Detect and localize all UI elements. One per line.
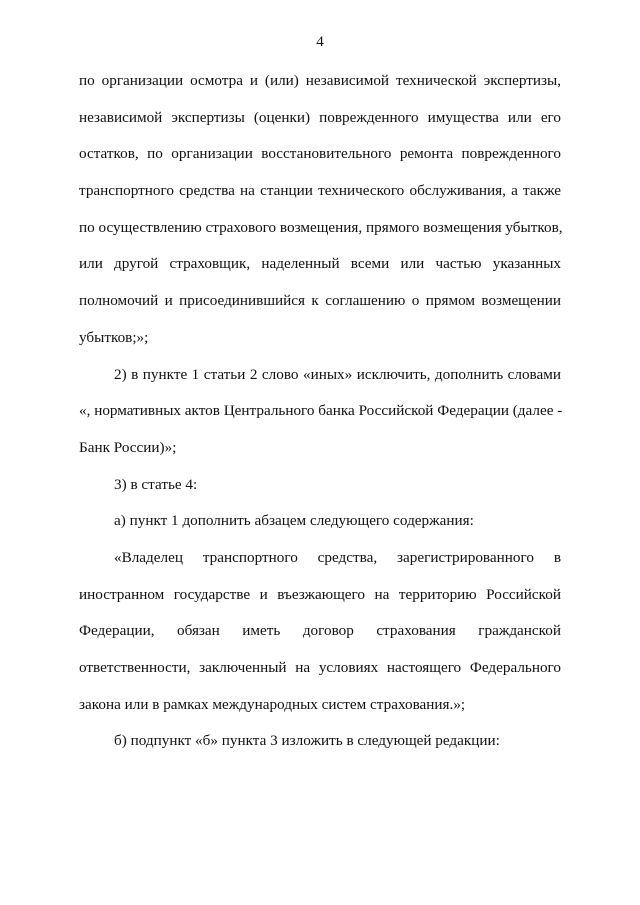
paragraph — [79, 474, 561, 511]
text-line: иностранном государстве и въезжающего на территорию Российской — [79, 585, 561, 603]
paragraph — [79, 730, 561, 767]
text-line: или другой страховщик, наделенный всеми или частью указанных — [79, 255, 561, 273]
paragraph — [79, 70, 561, 364]
text-line: остатков, по организации восстановительного ремонта поврежденного — [79, 145, 561, 163]
text-line: 2) в пункте 1 статьи 2 слово «иных» исключить, дополнить словами — [114, 365, 561, 383]
text-line: б) подпункт «б» пункта 3 изложить в следующей редакции: — [114, 732, 500, 750]
text-line: по организации осмотра и (или) независимой технической экспертизы, — [79, 72, 561, 89]
text-line: по осуществлению страхового возмещения, прямого возмещения убытков, — [79, 218, 563, 236]
text-line: «Владелец транспортного средства, зарегистрированного в — [114, 548, 561, 566]
text-line: а) пункт 1 дополнить абзацем следующего содержания: — [114, 512, 474, 530]
text-line: закона или в рамках международных систем страхования.»; — [79, 695, 466, 713]
page-number: 4 — [316, 34, 324, 50]
text-line: транспортного средства на станции технического обслуживания, а также — [79, 182, 561, 200]
text-line: 3) в статье 4: — [114, 475, 198, 493]
document-body — [79, 70, 561, 767]
text-line: убытков;»; — [79, 328, 149, 346]
text-line: Федерации, обязан иметь договор страхования гражданской — [79, 622, 561, 640]
text-line: Банк России)»; — [79, 438, 177, 456]
text-line: «, нормативных актов Центрального банка Российской Федерации (далее - — [79, 402, 563, 420]
paragraph — [79, 364, 561, 474]
paragraph — [79, 547, 561, 730]
text-line: независимой экспертизы (оценки) поврежденного имущества или его — [79, 108, 561, 126]
paragraph — [79, 510, 561, 547]
text-line: полномочий и присоединившийся к соглашению о прямом возмещении — [79, 292, 561, 310]
text-line: ответственности, заключенный на условиях настоящего Федерального — [79, 659, 561, 676]
